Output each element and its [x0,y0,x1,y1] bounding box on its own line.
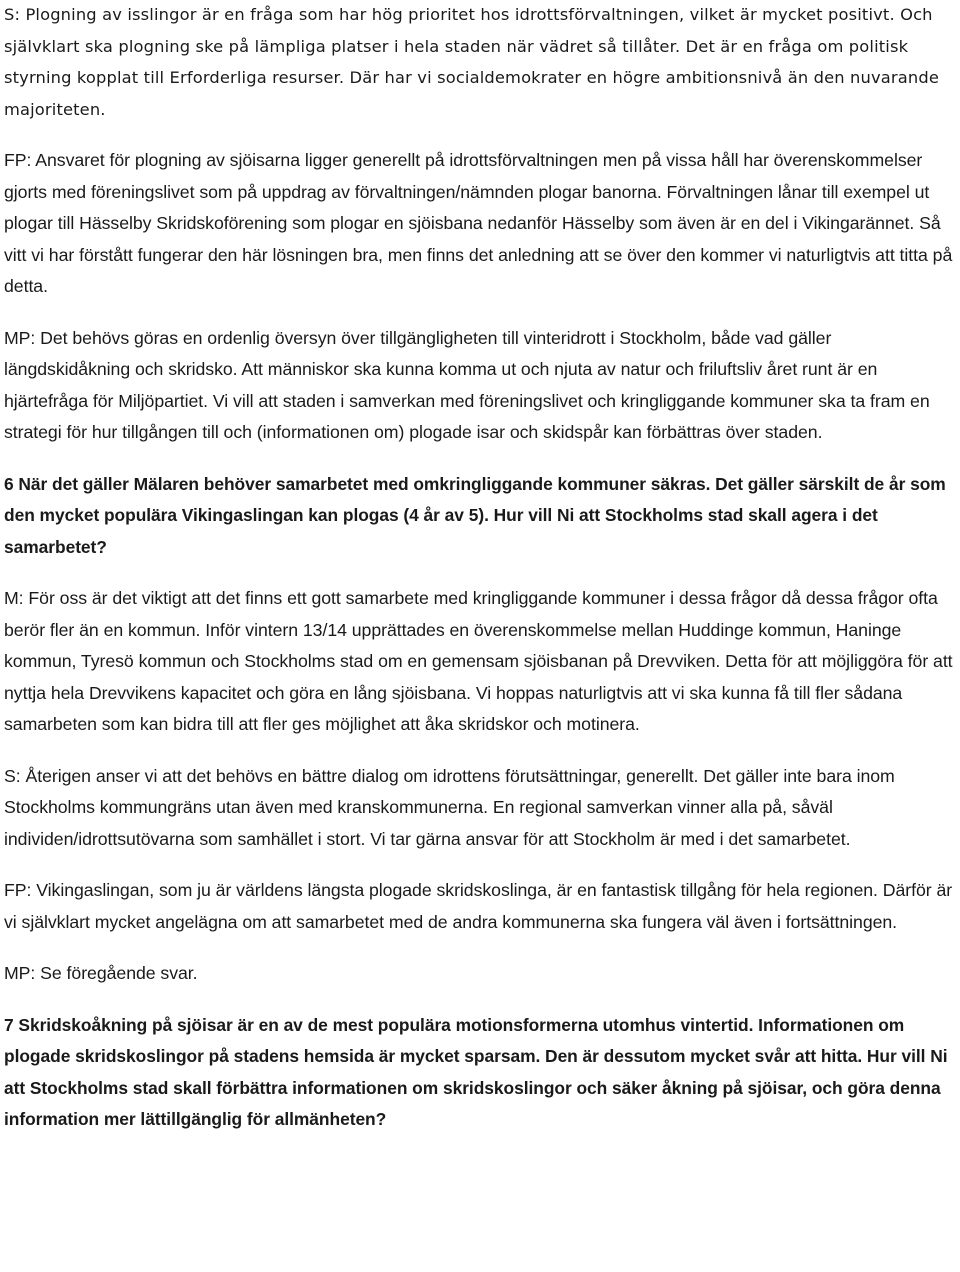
question-6-heading: 6 När det gäller Mälaren behöver samarbetet med omkringliggande kommuner säkras. Det gäller särskilt de år som den mycket populära Vikingaslingan kan plogas (4 år av 5). Hur vill Ni att Stockholms stad skall agera i det samarbetet? [4,473,946,557]
answer-s-paragraph-2: S: Återigen anser vi att det behövs en bättre dialog om idrottens förutsättningar, generellt. Det gäller inte bara inom Stockholms kommungräns utan även med kranskommunerna. En regional samverkan vinner alla på, såväl individen/idrottsutövarna som samhället i stort. Vi tar gärna ansvar för att Stockholm är med i det samarbetet. [4,765,895,849]
answer-mp-paragraph: MP: Det behövs göras en ordenlig översyn över tillgängligheten till vinteridrott i Stockholm, både vad gäller längdskidåkning och skridsko. Att människor ska kunna komma ut och njuta av natur och friluftsliv året runt är en hjärtefråga för Miljöpartiet. Vi vill att staden i samverkan med föreningslivet och kringliggande kommuner ska ta fram en strategi för hur tillgången till och (informationen om) plogade isar och skidspår kan förbättras över staden. [4,327,930,442]
answer-mp-paragraph-2: MP: Se föregående svar. [4,963,198,983]
answer-fp-paragraph-2: FP: Vikingaslingan, som ju är världens längsta plogade skridskoslinga, är en fantastisk tillgång för hela regionen. Därför är vi självklart mycket angelägna om att samarbetet med de andra kommunerna ska fungera väl även i fortsättningen. [4,880,953,932]
answer-m-paragraph: M: För oss är det viktigt att det finns ett gott samarbete med kringliggande kommuner i dessa frågor då dessa frågor ofta berör fler än en kommun. Inför vintern 13/14 upprättades en överenskommelse mellan Huddinge kommun, Haninge kommun, Tyresö kommun och Stockholms stad om en gemensam sjöisbanan på Drevviken. Detta för att möjliggöra för att nyttja hela Drevvikens kapacitet och göra en lång sjöisbana. Vi hoppas naturligtvis att vi ska kunna få till fler sådana samarbeten som kan bidra till att fler ges möjlighet att åka skridskor och motinera. [4,588,953,734]
answer-s-paragraph: S: Plogning av isslingor är en fråga som har hög prioritet hos idrottsförvaltningen, vilket är mycket positivt. Och självklart ska plogning ske på lämpliga platser i hela staden när vädret så tillåter. Det är en fråga om politisk styrning kopplat till Erforderliga resurser. Där har vi socialdemokrater en högre ambitionsnivå än den nuvarande majoriteten. [4,5,940,119]
question-7-heading: 7 Skridskoåkning på sjöisar är en av de mest populära motionsformerna utomhus vintertid. Informationen om plogade skridskoslingor på stadens hemsida är mycket sparsam. Den är dessutom mycket svår att hitta. Hur vill Ni att Stockholms stad skall förbättra informationen om skridskoslingor och säker åkning på sjöisar, och göra denna information mer lättillgänglig för allmänheten? [4,1014,948,1129]
answer-fp-paragraph: FP: Ansvaret för plogning av sjöisarna ligger generellt på idrottsförvaltningen men på vissa håll har överenskommelser gjorts med föreningslivet som på uppdrag av förvaltningen/nämnden plogar banorna. Förvaltningen lånar till exempel ut plogar till Hässelby Skridskoförening som plogar en sjöisbana nedanför Hässelby som även är en del i Vikingarännet. Så vitt vi har förstått fungerar den här lösningen bra, men finns det anledning att se över den kommer vi naturligtvis att titta på detta. [4,150,953,296]
